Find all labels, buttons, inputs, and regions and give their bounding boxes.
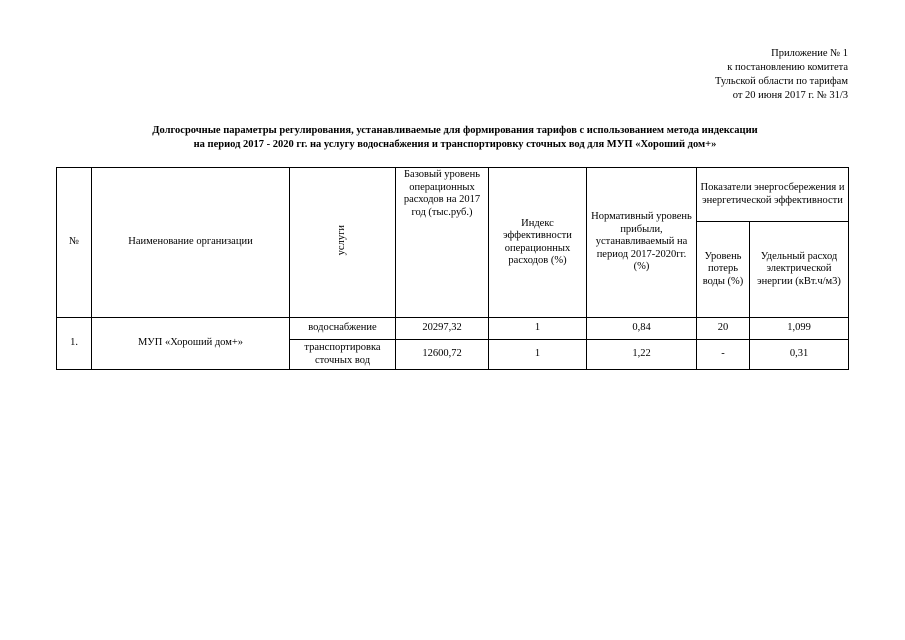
- appendix-line-1: Приложение № 1: [771, 48, 848, 59]
- row-num: 1.: [57, 318, 92, 370]
- appendix-line-4: от 20 июня 2017 г. № 31/3: [732, 90, 848, 101]
- header-num: №: [57, 168, 92, 318]
- header-base-level: Базовый уровень операционных расходов на 2017 год (тыс.руб.): [396, 168, 489, 318]
- header-service: [290, 168, 396, 318]
- header-service-label: услуги: [336, 225, 348, 256]
- header-org-name: Наименование организации: [92, 168, 290, 318]
- parameters-table: [56, 167, 849, 370]
- cell-electric: 0,31: [750, 340, 849, 370]
- cell-index: 1: [489, 340, 587, 370]
- cell-base: 20297,32: [396, 318, 489, 340]
- cell-service: водоснабжение: [290, 318, 396, 340]
- header-efficiency-index: Индекс эффективности операционных расходов (%): [489, 168, 587, 318]
- header-electric-consumption: Удельный расход электрической энергии (кВт.ч/м3): [750, 222, 849, 318]
- cell-profit: 1,22: [587, 340, 697, 370]
- table-row: [57, 318, 849, 340]
- cell-loss: 20: [697, 318, 750, 340]
- document-title: [60, 124, 850, 152]
- cell-index: 1: [489, 318, 587, 340]
- cell-service: транспортировка сточных вод: [290, 340, 396, 370]
- appendix-line-2: к постановлению комитета: [727, 62, 848, 73]
- cell-electric: 1,099: [750, 318, 849, 340]
- title-line-1: Долгосрочные параметры регулирования, устанавливаемые для формирования тарифов с использованием метода индексации: [152, 125, 758, 136]
- cell-base: 12600,72: [396, 340, 489, 370]
- cell-loss: -: [697, 340, 750, 370]
- header-water-loss: Уровень потерь воды (%): [697, 222, 750, 318]
- row-org-name: МУП «Хороший дом+»: [92, 318, 290, 370]
- appendix-block: [715, 47, 848, 103]
- header-profit-level: Нормативный уровень прибыли, устанавливаемый на период 2017-2020гг. (%): [587, 168, 697, 318]
- appendix-line-3: Тульской области по тарифам: [714, 76, 848, 87]
- title-line-2: на период 2017 - 2020 гг. на услугу водоснабжения и транспортировку сточных вод для МУП «Хороший дом+»: [193, 139, 717, 150]
- header-energy-indicators: Показатели энергосбережения и энергетической эффективности: [697, 168, 849, 222]
- cell-profit: 0,84: [587, 318, 697, 340]
